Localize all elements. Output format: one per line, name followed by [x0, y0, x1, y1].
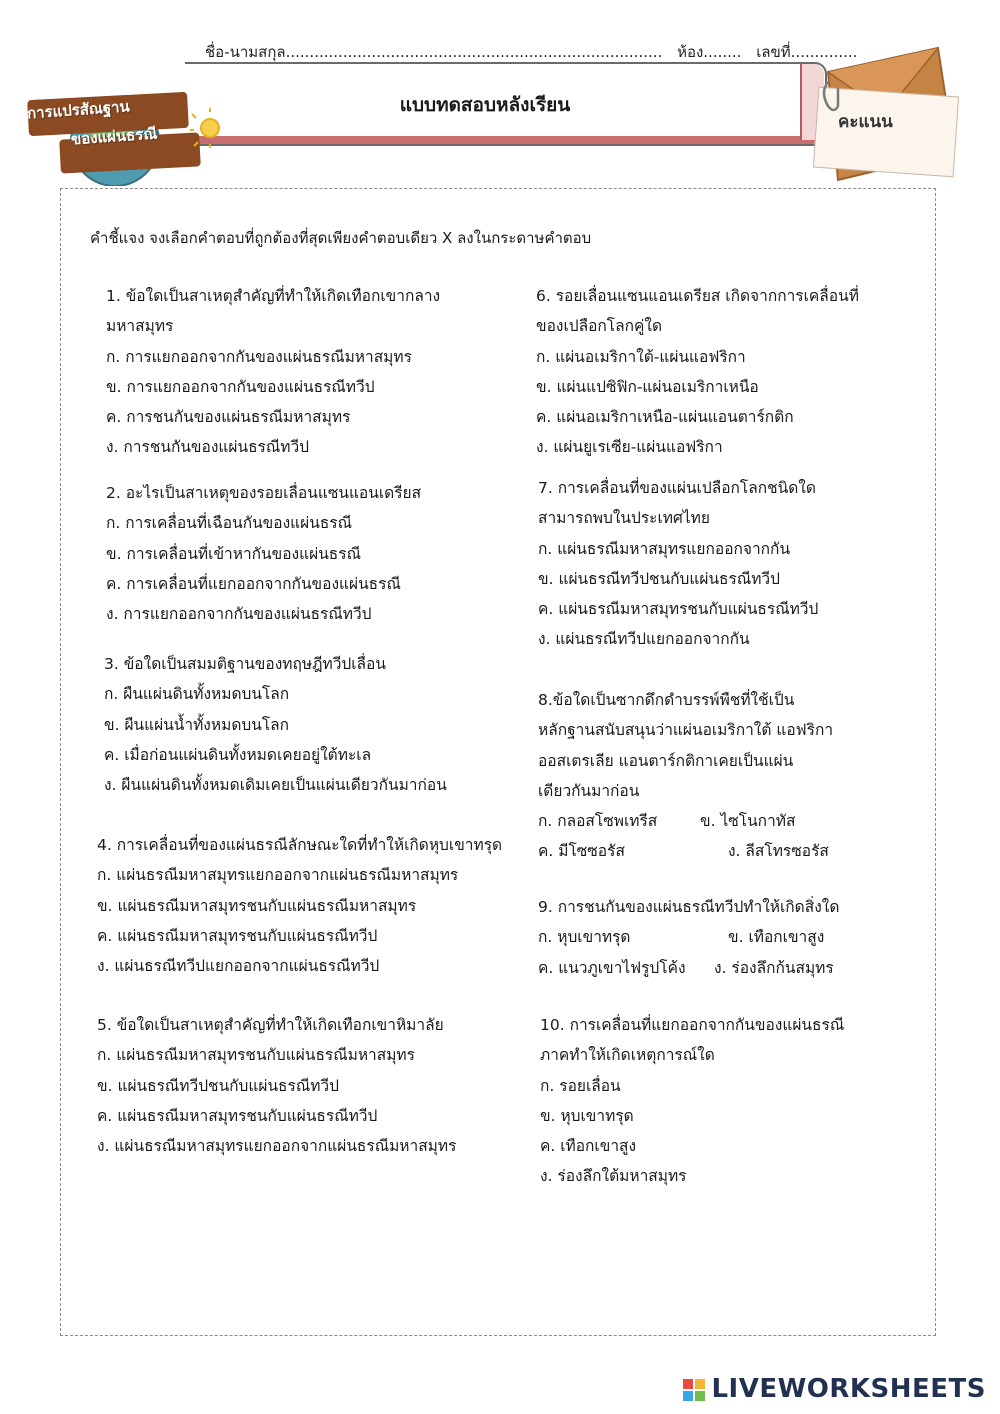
choice[interactable]: ค. เมื่อก่อนแผ่นดินทั้งหมดเคยอยู่ใต้ทะเล [104, 745, 372, 764]
choice[interactable]: ข. การแยกออกจากกันของแผ่นธรณีทวีป [106, 377, 375, 396]
question-text: เดียวกันมาก่อน [538, 781, 640, 800]
choice[interactable]: ก. การแยกออกจากกันของแผ่นธรณีมหาสมุทร [106, 347, 412, 366]
choice[interactable]: ง. แผ่นธรณีทวีปแยกออกจากแผ่นธรณีทวีป [97, 957, 380, 976]
choice[interactable]: ค. แนวภูเขาไฟรูปโค้ง [538, 958, 686, 977]
question-7 [538, 473, 818, 655]
choice[interactable]: ง. ผืนแผ่นดินทั้งหมดเดิมเคยเป็นแผ่นเดียวกันมาก่อน [104, 776, 447, 795]
choice[interactable]: ข. หุบเขาทรุด [540, 1106, 634, 1125]
page-title: แบบทดสอบหลังเรียน [399, 94, 571, 116]
choice[interactable]: ก. แผ่นธรณีมหาสมุทรชนกับแผ่นธรณีมหาสมุทร [97, 1046, 415, 1065]
choice[interactable]: ค. มีโซซอรัส [538, 842, 625, 861]
question-text: ของเปลือกโลกคู่ใด [536, 317, 663, 336]
choice[interactable]: ค. การเคลื่อนที่แยกออกจากกันของแผ่นธรณี [106, 574, 401, 593]
score-label: คะแนน [838, 112, 893, 132]
liveworksheets-logo-icon [683, 1379, 705, 1401]
choice[interactable]: ก. รอยเลื่อน [540, 1076, 621, 1095]
question-text: 5. ข้อใดเป็นสาเหตุสำคัญที่ทำให้เกิดเทือกเขาหิมาลัย [97, 1016, 444, 1034]
question-text: 4. การเคลื่อนที่ของแผ่นธรณีลักษณะใดที่ทำให้เกิดหุบเขาทรุด [97, 836, 503, 854]
choice[interactable]: ข. ผืนแผ่นน้ำทั้งหมดบนโลก [104, 715, 290, 734]
question-text: สามารถพบในประเทศไทย [538, 509, 710, 528]
question-9 [538, 892, 839, 983]
choice[interactable]: ข. แผ่นธรณีทวีปชนกับแผ่นธรณีทวีป [97, 1076, 339, 1095]
instructions: คำชี้แจง จงเลือกคำตอบที่ถูกต้องที่สุดเพียงคำตอบเดียว X ลงในกระดาษคำตอบ [90, 229, 592, 247]
question-text: 9. การชนกันของแผ่นธรณีทวีปทำให้เกิดสิ่งใด [538, 898, 840, 916]
question-text: หลักฐานสนับสนุนว่าแผ่นอเมริกาใต้ แอฟริกา [538, 721, 834, 740]
liveworksheets-watermark[interactable]: LIVEWORKSHEETS [683, 1374, 986, 1404]
question-3 [104, 649, 447, 800]
choice[interactable]: ง. ลีสโทรซอรัส [728, 842, 829, 861]
question-1 [106, 281, 440, 463]
number-field[interactable]: เลขที่.............. [756, 43, 858, 61]
choice[interactable]: ค. แผ่นธรณีมหาสมุทรชนกับแผ่นธรณีทวีป [97, 926, 378, 945]
question-text: 1. ข้อใดเป็นสาเหตุสำคัญที่ทำให้เกิดเทือกเขากลาง [106, 287, 441, 305]
choice[interactable]: ง. แผ่นยูเรเซีย-แผ่นแอฟริกา [536, 438, 723, 457]
choice[interactable]: ข. แผ่นธรณีทวีปชนกับแผ่นธรณีทวีป [538, 569, 780, 588]
question-5 [97, 1010, 456, 1161]
choice[interactable]: ง. แผ่นธรณีมหาสมุทรแยกออกจากแผ่นธรณีมหาสมุทร [97, 1137, 457, 1156]
question-6 [536, 281, 859, 463]
question-text: 6. รอยเลื่อนแซนแอนเดรียส เกิดจากการเคลื่อนที่ [536, 287, 859, 305]
choice[interactable]: ค. เทือกเขาสูง [540, 1137, 637, 1156]
choice[interactable]: ข. เทือกเขาสูง [728, 928, 825, 947]
question-8 [538, 685, 833, 867]
choice[interactable]: ง. ร่องลึกใต้มหาสมุทร [540, 1167, 687, 1186]
room-field[interactable]: ห้อง........ [677, 43, 742, 61]
choice[interactable]: ก. แผ่นธรณีมหาสมุทรแยกออกจากกัน [538, 539, 791, 558]
logo-label: การแปรสัณฐาน ของแผ่นธรณี [26, 97, 158, 149]
choice[interactable]: ก. แผ่นธรณีมหาสมุทรแยกออกจากแผ่นธรณีมหาสมุทร [97, 866, 459, 885]
banner-shadow [190, 136, 820, 144]
choice[interactable]: ง. ร่องลึกก้นสมุทร [714, 958, 834, 977]
choice[interactable]: ค. แผ่นธรณีมหาสมุทรชนกับแผ่นธรณีทวีป [538, 600, 819, 619]
choice[interactable]: ก. หุบเขาทรุด [538, 928, 631, 947]
question-text: 7. การเคลื่อนที่ของแผ่นเปลือกโลกชนิดใด [538, 479, 816, 497]
name-field[interactable]: ชื่อ-นามสกุล............................................................................... [205, 43, 663, 61]
question-text: 3. ข้อใดเป็นสมมติฐานของทฤษฎีทวีปเลื่อน [104, 655, 386, 673]
choice[interactable]: ง. การแยกออกจากกันของแผ่นธรณีทวีป [106, 605, 372, 624]
question-2 [106, 478, 421, 629]
choice[interactable]: ก. กลอสโซพเทรีส [538, 812, 658, 831]
choice[interactable]: ก. ผืนแผ่นดินทั้งหมดบนโลก [104, 685, 290, 704]
question-text: 10. การเคลื่อนที่แยกออกจากกันของแผ่นธรณี [540, 1016, 845, 1034]
question-10 [540, 1010, 844, 1192]
choice[interactable]: ข. ไซโนกาทัส [700, 812, 796, 831]
choice[interactable]: ค. แผ่นอเมริกาเหนือ-แผ่นแอนตาร์กติก [536, 408, 794, 427]
question-4 [97, 830, 502, 981]
choice[interactable]: ข. การเคลื่อนที่เข้าหากันของแผ่นธรณี [106, 544, 361, 563]
choice[interactable]: ก. การเคลื่อนที่เฉือนกันของแผ่นธรณี [106, 514, 352, 533]
question-text: มหาสมุทร [106, 317, 174, 336]
choice[interactable]: ข. แผ่นแปซิฟิก-แผ่นอเมริกาเหนือ [536, 377, 759, 396]
choice[interactable]: ง. แผ่นธรณีทวีปแยกออกจากกัน [538, 630, 750, 649]
question-text: 8.ข้อใดเป็นซากดึกดำบรรพ์พืชที่ใช้เป็น [538, 691, 795, 709]
choice[interactable]: ง. การชนกันของแผ่นธรณีทวีป [106, 438, 309, 457]
question-text: 2. อะไรเป็นสาเหตุของรอยเลื่อนแซนแอนเดรียส [106, 484, 422, 502]
choice[interactable]: ค. การชนกันของแผ่นธรณีมหาสมุทร [106, 408, 351, 427]
choice[interactable]: ข. แผ่นธรณีมหาสมุทรชนกับแผ่นธรณีมหาสมุทร [97, 896, 417, 915]
question-text: ออสเตรเลีย แอนตาร์กติกาเคยเป็นแผ่น [538, 751, 794, 770]
choice[interactable]: ก. แผ่นอเมริกาใต้-แผ่นแอฟริกา [536, 347, 746, 366]
student-info-line [205, 40, 857, 64]
question-text: ภาคทำให้เกิดเหตุการณ์ใด [540, 1046, 715, 1065]
choice[interactable]: ค. แผ่นธรณีมหาสมุทรชนกับแผ่นธรณีทวีป [97, 1106, 378, 1125]
